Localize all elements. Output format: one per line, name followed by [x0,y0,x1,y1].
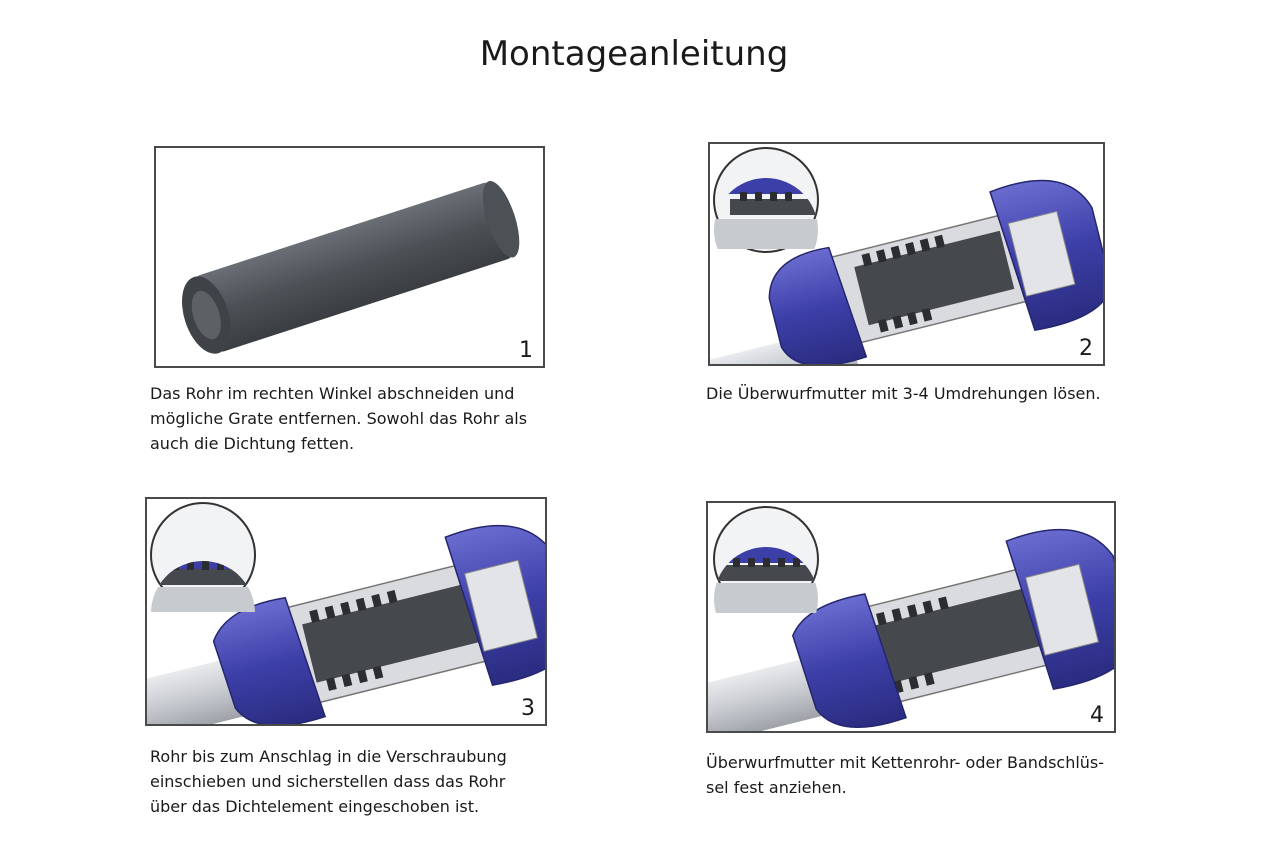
insert-pipe-drawing [147,499,547,726]
step-3-caption [150,744,507,819]
step-3-illustration [145,497,547,726]
tighten-nut-drawing [708,503,1116,733]
caption-line: sel fest anziehen. [706,778,847,797]
step-2-illustration [708,142,1105,366]
step-number: 2 [1079,336,1093,361]
loosen-nut-drawing [710,144,1105,366]
step-2-caption [706,381,1101,406]
step-number: 4 [1090,703,1104,728]
page-title: Montageanleitung [479,34,789,74]
caption-line: einschieben und sicherstellen dass das Rohr [150,772,506,791]
caption-line: Überwurfmutter mit Kettenrohr- oder Bandschlüs- [706,753,1105,772]
step-number: 3 [521,696,535,721]
caption-line: Die Überwurfmutter mit 3-4 Umdrehungen lösen. [706,384,1101,403]
caption-line: über das Dichtelement eingeschoben ist. [150,797,480,816]
step-1-illustration [154,146,545,368]
caption-line: auch die Dichtung fetten. [150,434,355,453]
caption-line: Rohr bis zum Anschlag in die Verschraubung [150,747,507,766]
step-4-caption [706,750,1104,800]
caption-line: Das Rohr im rechten Winkel abschneiden und [150,384,515,403]
step-1-caption [150,381,527,456]
cut-pipe-drawing [156,148,545,368]
step-number: 1 [519,338,533,363]
step-4-illustration [706,501,1116,733]
caption-line: mögliche Grate entfernen. Sowohl das Rohr als [150,409,528,428]
